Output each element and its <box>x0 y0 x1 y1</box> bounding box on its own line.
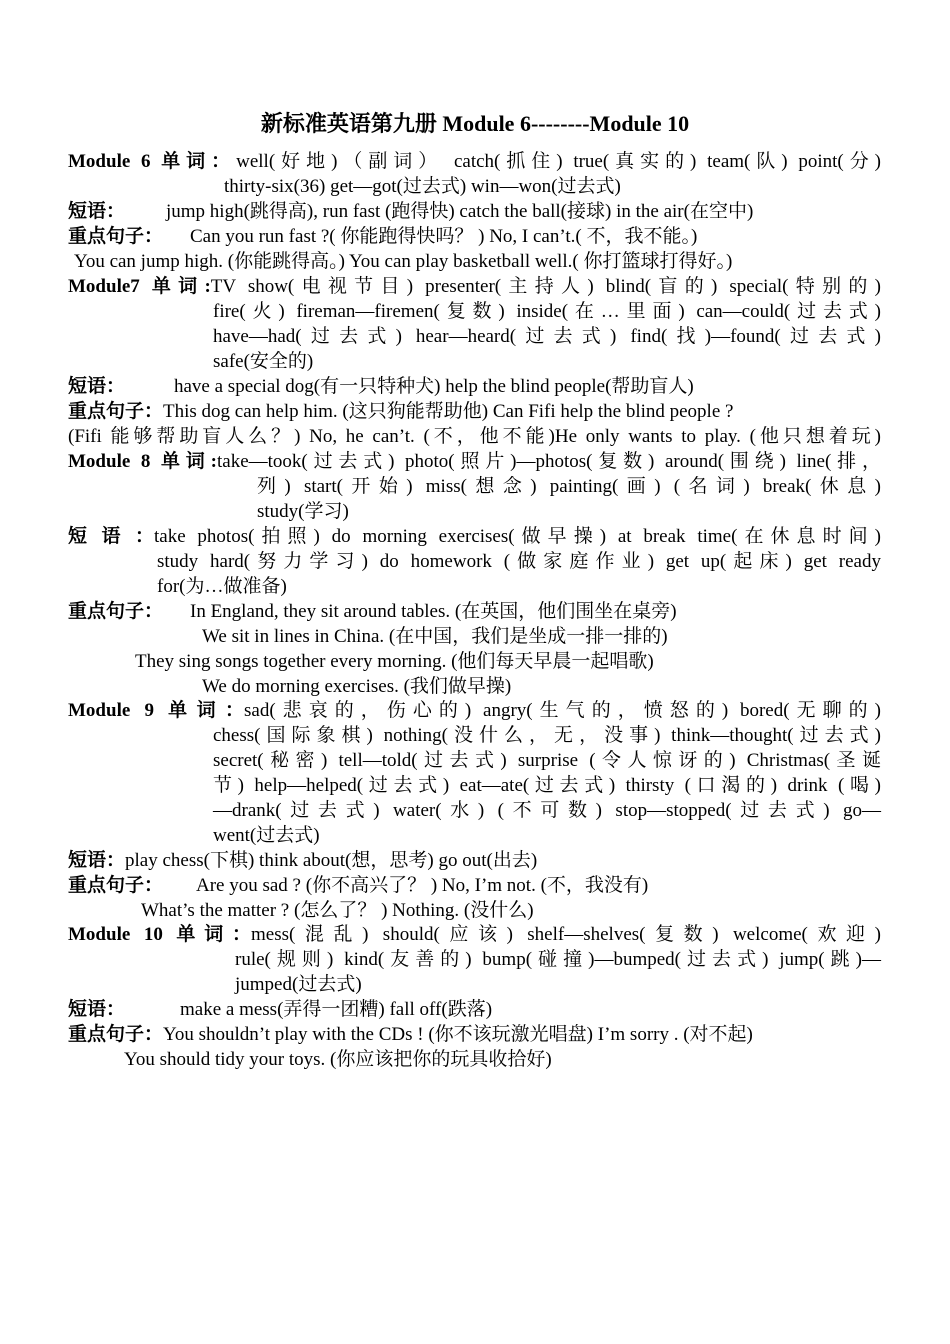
module-8-phrases-2: study hard(努力学习) do homework (做家庭作业) get up(起床) get ready <box>157 551 881 572</box>
module-9-sentences-2: What’s the matter ? (怎么了？ ) Nothing. (没什么) <box>141 900 534 921</box>
section-label: 重点句子： <box>68 1024 164 1045</box>
module-9-sentences-1 <box>68 873 648 898</box>
module-8-phrases-3: for(为…做准备) <box>157 576 287 597</box>
module-8-sentences-2: We sit in lines in China. (在中国，我们是坐成一排一排的) <box>202 626 668 647</box>
line-text: play chess(下棋) think about(想，思考) go out(出去) <box>125 850 538 871</box>
module-7-vocab-line-1 <box>68 274 881 299</box>
section-label: Module 10 单词： <box>68 924 251 945</box>
module-7-vocab-line-2: fire(火) fireman—firemen(复数) inside(在…里面) can—could(过去式) <box>213 301 881 322</box>
section-label: 短语： <box>68 999 126 1020</box>
line-text: In England, they sit around tables. (在英国，他们围坐在桌旁) <box>190 601 677 622</box>
module-10-phrases <box>68 997 492 1022</box>
module-7-sentences-1 <box>68 399 733 424</box>
line-text: TV show(电视节目) presenter(主持人) blind(盲的) special(特别的) <box>210 276 882 297</box>
module-6-sentences-1 <box>68 224 697 249</box>
line-text: make a mess(弄得一团糟) fall off(跌落) <box>180 999 493 1020</box>
line-text: mess(混乱) should(应该) shelf—shelves(复数) welcome(欢迎) <box>251 924 881 945</box>
line-text: jump high(跳得高), run fast (跑得快) catch the ball(接球) in the air(在空中) <box>166 201 754 222</box>
line-text: sad(悲哀的，伤心的) angry(生气的，愤怒的) bored(无聊的) <box>244 700 881 721</box>
section-label: 重点句子： <box>68 226 164 247</box>
module-8-phrases-1 <box>68 524 881 549</box>
module-10-sentences-1 <box>68 1022 753 1047</box>
section-label: 重点句子： <box>68 875 164 896</box>
module-7-sentences-2: (Fifi 能够帮助盲人么？) No, he can’t. (不，他不能)He only wants to play. (他只想着玩) <box>68 426 881 447</box>
module-10-vocab-line-2: rule(规则) kind(友善的) bump(碰撞)—bumped(过去式) jump(跳)— <box>235 949 881 970</box>
line-text: take—took(过去式) photo(照片)—photos(复数) around(围绕) line(排， <box>216 451 881 472</box>
module-9-vocab-line-5: —drank(过去式) water(水) (不可数) stop—stopped(过去式) go— <box>213 800 881 821</box>
line-text: Are you sad ? (你不高兴了？ ) No, I’m not. (不，我没有) <box>196 875 649 896</box>
module-10-vocab-line-1 <box>68 922 881 947</box>
module-9-vocab-line-1 <box>68 698 881 723</box>
module-6-phrases <box>68 199 753 224</box>
line-text: You shouldn’t play with the CDs ! (你不该玩激光唱盘) I’m sorry . (对不起) <box>163 1024 753 1045</box>
module-8-sentences-4: We do morning exercises. (我们做早操) <box>202 676 512 697</box>
module-8-sentences-1 <box>68 599 677 624</box>
line-text: well(好地)（副词） catch(抓住) true(真实的) team(队) point(分) <box>236 151 881 172</box>
section-label: Module7 单词: <box>68 276 211 297</box>
module-6-vocab-line-1 <box>68 149 881 174</box>
module-8-vocab-line-3: study(学习) <box>257 501 349 522</box>
module-8-sentences-3: They sing songs together every morning. (他们每天早晨一起唱歌) <box>135 651 654 672</box>
section-label: 短语： <box>68 376 126 397</box>
document-title: 新标准英语第九册 Module 6--------Module 10 <box>260 111 690 136</box>
module-9-vocab-line-4: 节) help—helped(过去式) eat—ate(过去式) thirsty (口渴的) drink (喝) <box>213 775 881 796</box>
module-9-vocab-line-3: secret(秘密) tell—told(过去式) surprise (令人惊讶的) Christmas(圣诞 <box>213 750 881 771</box>
module-7-phrases <box>68 374 694 399</box>
line-text: have a special dog(有一只特种犬) help the blind people(帮助盲人) <box>174 376 694 397</box>
section-label: 短语： <box>68 201 126 222</box>
module-7-vocab-line-3: have—had(过去式) hear—heard(过去式) find(找)—found(过去式) <box>213 326 881 347</box>
module-10-vocab-line-3: jumped(过去式) <box>235 974 362 995</box>
line-text: Can you run fast ?( 你能跑得快吗？ ) No, I can’t.( 不，我不能。) <box>190 226 698 247</box>
module-6-sentences-2: You can jump high. (你能跳得高。) You can play basketball well.( 你打篮球打得好。) <box>74 251 733 272</box>
line-text: This dog can help him. (这只狗能帮助他) Can Fifi help the blind people ? <box>163 401 734 422</box>
module-10-sentences-2: You should tidy your toys. (你应该把你的玩具收拾好) <box>124 1049 552 1070</box>
section-label: Module 9 单词： <box>68 700 244 721</box>
section-label: 重点句子： <box>68 401 164 422</box>
module-8-vocab-line-1 <box>68 449 881 474</box>
section-label: Module 8 单词: <box>68 451 217 472</box>
module-9-vocab-line-6: went(过去式) <box>213 825 320 846</box>
section-label: 重点句子： <box>68 601 164 622</box>
module-9-vocab-line-2: chess(国际象棋) nothing(没什么，无，没事) think—thought(过去式) <box>213 725 881 746</box>
line-text: take photos(拍照) do morning exercises(做早操) at break time(在休息时间) <box>154 526 881 547</box>
section-label: Module 6 单词： <box>68 151 237 172</box>
module-9-phrases <box>68 848 537 873</box>
section-label: 短语： <box>68 526 154 547</box>
module-6-vocab-line-2: thirty-six(36) get—got(过去式) win—won(过去式) <box>224 176 621 197</box>
section-label: 短语： <box>68 850 126 871</box>
module-8-vocab-line-2: 列) start(开始) miss(想念) painting(画) (名词) break(休息) <box>257 476 881 497</box>
module-7-vocab-line-4: safe(安全的) <box>213 351 314 372</box>
